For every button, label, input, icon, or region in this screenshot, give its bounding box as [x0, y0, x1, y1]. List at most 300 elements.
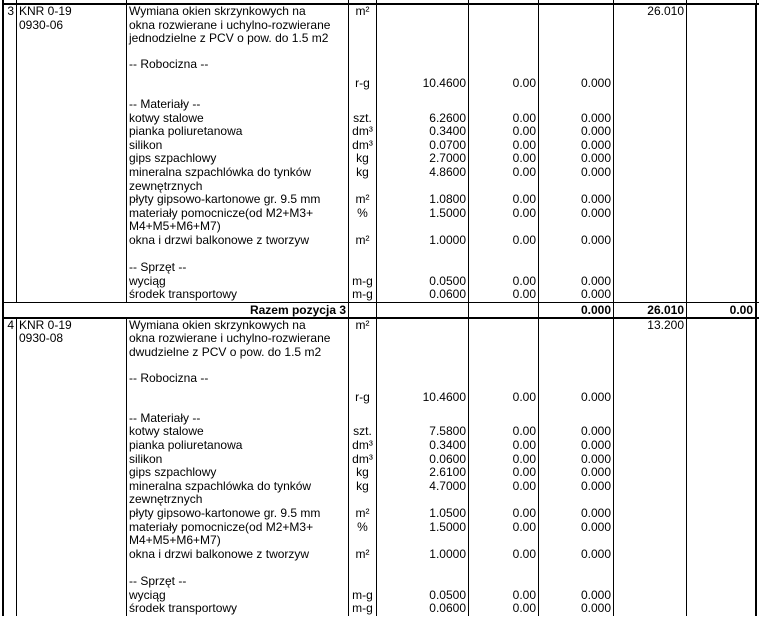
unit-cell: m-g — [349, 589, 377, 603]
value-cell: 0.000 — [539, 288, 614, 302]
description-cell: kotwy stalowe — [127, 425, 349, 439]
cost-estimate-table — [2, 0, 759, 616]
table-row — [2, 166, 759, 180]
amount-cell — [687, 166, 757, 180]
table-row — [2, 5, 759, 19]
position-number-cell — [2, 19, 17, 33]
norm-cell — [377, 220, 469, 234]
amount-cell — [687, 534, 757, 548]
norm-cell — [377, 19, 469, 33]
value-cell — [539, 561, 614, 575]
value-cell: 0.000 — [539, 193, 614, 207]
basis-cell — [17, 453, 127, 467]
quantity-cell — [614, 602, 687, 616]
quantity-cell — [614, 152, 687, 166]
basis-cell — [17, 248, 127, 262]
quantity-cell — [614, 288, 687, 302]
norm-cell — [377, 5, 469, 19]
basis-cell — [17, 275, 127, 289]
unit-price-cell: 0.00 — [469, 602, 539, 616]
unit-price-cell: 0.00 — [469, 166, 539, 180]
quantity-cell — [614, 453, 687, 467]
quantity-cell: 13.200 — [614, 319, 687, 333]
unit-cell: szt. — [349, 112, 377, 126]
unit-cell: kg — [349, 152, 377, 166]
table-row — [2, 493, 759, 507]
norm-cell — [377, 332, 469, 346]
value-cell: 0.000 — [539, 207, 614, 221]
norm-cell — [377, 405, 469, 412]
unit-price-cell: 0.00 — [469, 139, 539, 153]
quantity-cell — [614, 112, 687, 126]
description-cell: okna i drzwi balkonowe z tworzyw — [127, 234, 349, 248]
table-row — [2, 534, 759, 548]
quantity-cell — [614, 561, 687, 575]
position-number-cell — [2, 193, 17, 207]
quantity-cell — [614, 19, 687, 33]
norm-cell — [377, 534, 469, 548]
basis-cell — [17, 439, 127, 453]
position-number-cell — [2, 275, 17, 289]
quantity-cell — [614, 139, 687, 153]
basis-cell — [17, 112, 127, 126]
unit-cell: kg — [349, 480, 377, 494]
amount-cell — [687, 207, 757, 221]
norm-cell — [377, 493, 469, 507]
unit-price-cell: 0.00 — [469, 125, 539, 139]
position-number-cell — [2, 139, 17, 153]
basis-cell — [17, 125, 127, 139]
position-number-cell — [2, 480, 17, 494]
unit-price-cell — [469, 360, 539, 372]
table-row — [2, 521, 759, 535]
basis-cell: KNR 0-19 — [17, 5, 127, 19]
quantity-cell — [614, 275, 687, 289]
position-number-cell — [2, 98, 17, 112]
unit-cell: m-g — [349, 275, 377, 289]
unit-price-cell — [469, 346, 539, 360]
amount-cell — [687, 5, 757, 19]
unit-cell: szt. — [349, 425, 377, 439]
basis-cell — [17, 91, 127, 98]
total-value: 0.000 — [539, 303, 614, 317]
norm-cell: 4.8600 — [377, 166, 469, 180]
position-number-cell — [2, 220, 17, 234]
description-cell: płyty gipsowo-kartonowe gr. 9.5 mm — [127, 193, 349, 207]
basis-cell — [17, 466, 127, 480]
unit-cell — [349, 261, 377, 275]
quantity-cell — [614, 234, 687, 248]
norm-cell — [377, 561, 469, 575]
amount-cell — [687, 480, 757, 494]
unit-price-cell — [469, 534, 539, 548]
basis-cell — [17, 180, 127, 194]
value-cell — [539, 360, 614, 372]
amount-cell — [687, 360, 757, 372]
value-cell — [539, 32, 614, 46]
amount-cell — [687, 98, 757, 112]
amount-cell — [687, 46, 757, 58]
value-cell: 0.000 — [539, 77, 614, 91]
position-number-cell — [2, 180, 17, 194]
description-cell: -- Materiały -- — [127, 412, 349, 426]
amount-cell — [687, 112, 757, 126]
description-cell: kotwy stalowe — [127, 112, 349, 126]
norm-cell — [377, 346, 469, 360]
table-row — [2, 261, 759, 275]
table-row — [2, 319, 759, 333]
value-cell: 0.000 — [539, 507, 614, 521]
unit-cell — [349, 220, 377, 234]
amount-cell — [687, 125, 757, 139]
description-cell: M4+M5+M6+M7) — [127, 220, 349, 234]
position-number-cell — [2, 58, 17, 72]
unit-price-cell: 0.00 — [469, 453, 539, 467]
table-row — [2, 507, 759, 521]
basis-cell — [17, 77, 127, 91]
position-number-cell — [2, 207, 17, 221]
quantity-cell — [614, 261, 687, 275]
position-number-cell — [2, 466, 17, 480]
value-cell — [539, 412, 614, 426]
unit-price-cell — [469, 261, 539, 275]
description-cell: gips szpachlowy — [127, 466, 349, 480]
basis-cell: 0930-06 — [17, 19, 127, 33]
position-number-cell — [2, 561, 17, 575]
unit-price-cell: 0.00 — [469, 466, 539, 480]
unit-cell: m-g — [349, 288, 377, 302]
basis-cell — [17, 391, 127, 405]
position-number-cell — [2, 391, 17, 405]
value-cell — [539, 5, 614, 19]
norm-cell: 1.5000 — [377, 521, 469, 535]
position-number-cell — [2, 372, 17, 386]
norm-cell: 0.0600 — [377, 453, 469, 467]
description-cell: płyty gipsowo-kartonowe gr. 9.5 mm — [127, 507, 349, 521]
quantity-cell — [614, 507, 687, 521]
basis-cell — [17, 152, 127, 166]
table-row — [2, 125, 759, 139]
value-cell — [539, 534, 614, 548]
price-cell — [469, 303, 539, 317]
amount-cell — [687, 589, 757, 603]
norm-cell — [377, 261, 469, 275]
unit-price-cell — [469, 98, 539, 112]
value-cell — [539, 346, 614, 360]
unit-price-cell: 0.00 — [469, 507, 539, 521]
description-cell — [127, 391, 349, 405]
description-cell — [127, 405, 349, 412]
amount-cell — [687, 346, 757, 360]
position-4 — [2, 319, 759, 616]
quantity-cell — [614, 360, 687, 372]
position-number-cell — [2, 453, 17, 467]
norm-cell: 0.0500 — [377, 275, 469, 289]
unit-price-cell: 0.00 — [469, 152, 539, 166]
amount-cell — [687, 412, 757, 426]
quantity-cell — [614, 91, 687, 98]
quantity-cell — [614, 439, 687, 453]
quantity-cell — [614, 493, 687, 507]
value-cell — [539, 575, 614, 589]
unit-price-cell — [469, 46, 539, 58]
unit-cell: m² — [349, 234, 377, 248]
amount-cell — [687, 372, 757, 386]
quantity-cell — [614, 412, 687, 426]
table-row — [2, 275, 759, 289]
norm-cell — [377, 46, 469, 58]
quantity-cell — [614, 180, 687, 194]
quantity-cell: 26.010 — [614, 5, 687, 19]
basis-cell — [17, 139, 127, 153]
description-cell: zewnętrznych — [127, 493, 349, 507]
unit-cell — [349, 91, 377, 98]
quantity-cell — [614, 332, 687, 346]
quantity-cell — [614, 58, 687, 72]
value-cell: 0.000 — [539, 391, 614, 405]
unit-price-cell — [469, 493, 539, 507]
basis-cell — [17, 534, 127, 548]
value-cell — [539, 19, 614, 33]
norm-cell — [377, 248, 469, 262]
value-cell: 0.000 — [539, 466, 614, 480]
basis-cell — [17, 575, 127, 589]
unit-price-cell: 0.00 — [469, 480, 539, 494]
basis-cell — [17, 234, 127, 248]
value-cell — [539, 405, 614, 412]
quantity-cell — [614, 372, 687, 386]
amount-cell — [687, 91, 757, 98]
norm-cell: 1.5000 — [377, 207, 469, 221]
quantity-cell — [614, 248, 687, 262]
unit-price-cell: 0.00 — [469, 548, 539, 562]
description-cell — [127, 77, 349, 91]
description-cell: -- Robocizna -- — [127, 58, 349, 72]
amount-cell — [687, 453, 757, 467]
table-row — [2, 332, 759, 346]
unit-cell: m² — [349, 548, 377, 562]
position-number-cell — [2, 439, 17, 453]
position-number-cell — [2, 125, 17, 139]
unit-price-cell: 0.00 — [469, 207, 539, 221]
norm-cell — [377, 575, 469, 589]
description-cell: jednodzielne z PCV o pow. do 1.5 m2 — [127, 32, 349, 46]
position-total-row — [2, 302, 759, 319]
norm-cell — [377, 372, 469, 386]
amount-cell — [687, 19, 757, 33]
table-row — [2, 46, 759, 58]
amount-cell — [687, 521, 757, 535]
amount-cell — [687, 58, 757, 72]
quantity-cell — [614, 575, 687, 589]
unit-price-cell: 0.00 — [469, 288, 539, 302]
unit-price-cell — [469, 575, 539, 589]
description-cell: okna i drzwi balkonowe z tworzyw — [127, 548, 349, 562]
description-cell — [127, 360, 349, 372]
value-cell: 0.000 — [539, 152, 614, 166]
unit-cell: dm³ — [349, 139, 377, 153]
amount-cell — [687, 466, 757, 480]
quantity-cell — [614, 346, 687, 360]
table-row — [2, 466, 759, 480]
norm-cell: 2.7000 — [377, 152, 469, 166]
unit-cell: m² — [349, 319, 377, 333]
quantity-cell — [614, 521, 687, 535]
table-row — [2, 32, 759, 46]
basis-cell — [17, 561, 127, 575]
quantity-cell — [614, 589, 687, 603]
basis-cell — [17, 166, 127, 180]
norm-cell: 2.6100 — [377, 466, 469, 480]
basis-cell — [17, 288, 127, 302]
position-number-cell — [2, 405, 17, 412]
table-row — [2, 193, 759, 207]
quantity-cell — [614, 425, 687, 439]
description-cell: -- Sprzęt -- — [127, 575, 349, 589]
amount-cell — [687, 391, 757, 405]
unit-price-cell — [469, 19, 539, 33]
unit-cell — [349, 32, 377, 46]
unit-cell — [349, 19, 377, 33]
description-cell: środek transportowy — [127, 288, 349, 302]
value-cell — [539, 372, 614, 386]
table-row — [2, 139, 759, 153]
description-cell — [127, 91, 349, 98]
norm-cell: 0.0500 — [377, 589, 469, 603]
total-quantity: 26.010 — [614, 303, 687, 317]
unit-price-cell: 0.00 — [469, 275, 539, 289]
table-row — [2, 575, 759, 589]
amount-cell — [687, 234, 757, 248]
value-cell — [539, 332, 614, 346]
amount-cell — [687, 77, 757, 91]
unit-price-cell — [469, 372, 539, 386]
table-row — [2, 480, 759, 494]
basis-cell — [17, 480, 127, 494]
table-row — [2, 91, 759, 98]
amount-cell — [687, 439, 757, 453]
value-cell: 0.000 — [539, 139, 614, 153]
total-label: Razem pozycja 3 — [2, 303, 349, 317]
basis-cell — [17, 32, 127, 46]
norm-cell: 0.0600 — [377, 602, 469, 616]
norm-cell: 10.4600 — [377, 77, 469, 91]
position-number-cell — [2, 248, 17, 262]
value-cell — [539, 248, 614, 262]
table-row — [2, 561, 759, 575]
quantity-cell — [614, 391, 687, 405]
unit-price-cell — [469, 58, 539, 72]
value-cell: 0.000 — [539, 425, 614, 439]
norm-cell: 7.5800 — [377, 425, 469, 439]
position-number-cell — [2, 412, 17, 426]
norm-cell: 6.2600 — [377, 112, 469, 126]
unit-cell — [349, 58, 377, 72]
quantity-cell — [614, 534, 687, 548]
position-number-cell — [2, 534, 17, 548]
basis-cell — [17, 207, 127, 221]
position-number-cell — [2, 521, 17, 535]
amount-cell — [687, 319, 757, 333]
quantity-cell — [614, 98, 687, 112]
description-cell: silikon — [127, 139, 349, 153]
amount-cell — [687, 275, 757, 289]
table-row — [2, 412, 759, 426]
value-cell: 0.000 — [539, 112, 614, 126]
norm-cell — [377, 98, 469, 112]
description-cell: wyciąg — [127, 275, 349, 289]
quantity-cell — [614, 77, 687, 91]
norm-cell: 0.3400 — [377, 125, 469, 139]
position-number-cell — [2, 112, 17, 126]
value-cell — [539, 220, 614, 234]
amount-cell — [687, 288, 757, 302]
amount-cell — [687, 248, 757, 262]
unit-cell — [349, 180, 377, 194]
unit-cell: dm³ — [349, 439, 377, 453]
basis-cell — [17, 602, 127, 616]
norm-cell: 4.7000 — [377, 480, 469, 494]
value-cell — [539, 46, 614, 58]
value-cell — [539, 261, 614, 275]
value-cell — [539, 319, 614, 333]
norm-cell — [377, 303, 469, 317]
table-row — [2, 602, 759, 616]
position-number-cell — [2, 166, 17, 180]
position-number-cell — [2, 589, 17, 603]
unit-cell — [349, 372, 377, 386]
description-cell: zewnętrznych — [127, 180, 349, 194]
unit-price-cell: 0.00 — [469, 234, 539, 248]
unit-cell — [349, 46, 377, 58]
norm-cell: 1.0000 — [377, 234, 469, 248]
basis-cell — [17, 405, 127, 412]
position-number-cell — [2, 602, 17, 616]
description-cell: środek transportowy — [127, 602, 349, 616]
description-cell — [127, 46, 349, 58]
unit-cell: kg — [349, 166, 377, 180]
amount-cell — [687, 602, 757, 616]
unit-cell — [349, 346, 377, 360]
table-row — [2, 248, 759, 262]
unit-cell: kg — [349, 466, 377, 480]
table-row — [2, 207, 759, 221]
basis-cell — [17, 46, 127, 58]
basis-cell: 0930-08 — [17, 332, 127, 346]
norm-cell: 1.0000 — [377, 548, 469, 562]
amount-cell — [687, 425, 757, 439]
value-cell: 0.000 — [539, 548, 614, 562]
description-cell: materiały pomocnicze(od M2+M3+ — [127, 521, 349, 535]
position-number-cell: 4 — [2, 319, 17, 333]
amount-cell — [687, 507, 757, 521]
table-row — [2, 180, 759, 194]
unit-cell: r-g — [349, 391, 377, 405]
quantity-cell — [614, 32, 687, 46]
unit-cell — [349, 412, 377, 426]
unit-cell: r-g — [349, 77, 377, 91]
unit-cell: m² — [349, 193, 377, 207]
basis-cell — [17, 193, 127, 207]
unit-cell: % — [349, 521, 377, 535]
position-number-cell: 3 — [2, 5, 17, 19]
amount-cell — [687, 332, 757, 346]
norm-cell — [377, 91, 469, 98]
description-cell — [127, 561, 349, 575]
unit-price-cell — [469, 412, 539, 426]
amount-cell — [687, 193, 757, 207]
description-cell: silikon — [127, 453, 349, 467]
